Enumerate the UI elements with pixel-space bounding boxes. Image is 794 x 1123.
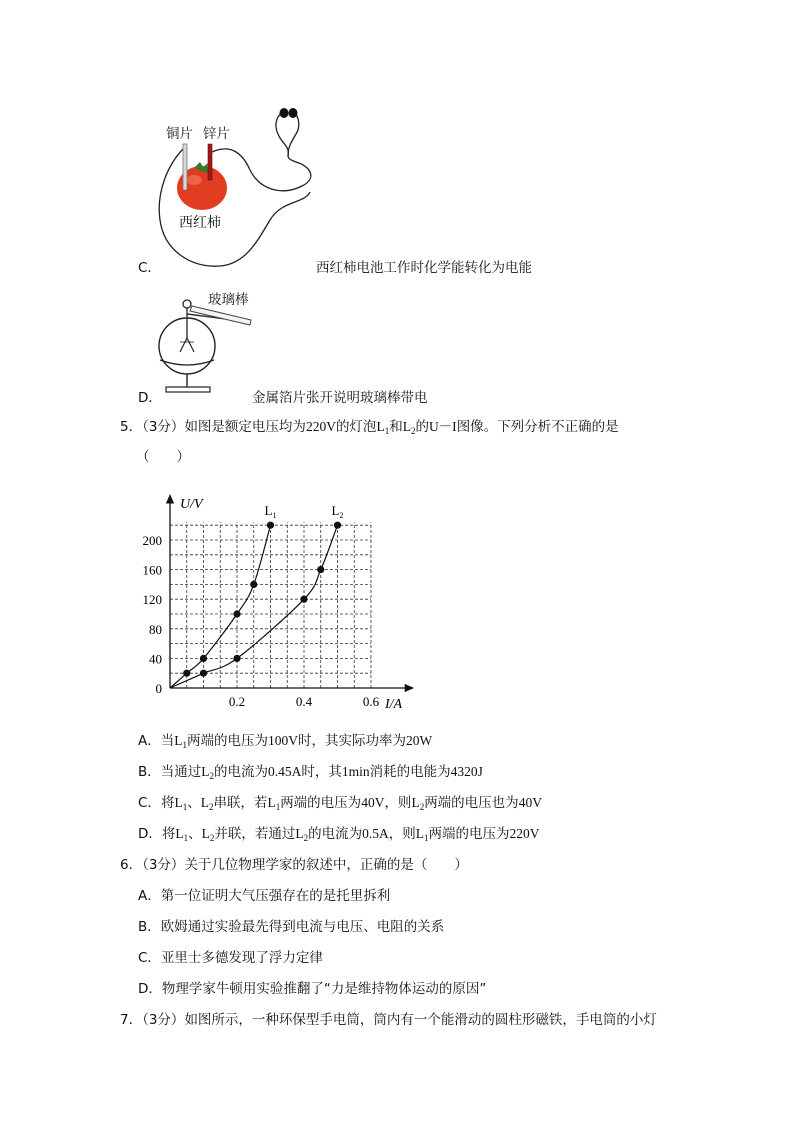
q5-d-v1: 0.5A [362,826,389,841]
q5-l1: L [376,419,385,434]
q5-d-v2: 220V [509,826,540,841]
q5-stem-part1: 如图是额定电压均为 [184,419,306,435]
earbud-right-icon [289,108,298,118]
q5-c-l2: L [200,795,209,810]
q7-stem [120,1008,657,1028]
q5-l2-sub: 2 [410,426,416,436]
q5-and: 和 [389,419,403,435]
q5-c-sub4: 2 [419,802,425,812]
q5-option-a[interactable] [138,729,432,749]
glass-rod-label: 玻璃棒 [208,292,249,308]
q5-c-l1: L [174,795,183,810]
q5-option-b[interactable] [138,760,483,780]
chart-grid [170,522,371,688]
q5-c-v2: 40V [518,795,542,810]
x-tick-label: 0.6 [362,694,380,709]
data-point [267,522,274,529]
q6-option-a[interactable] [138,884,390,904]
q5-option-d[interactable] [138,822,540,842]
electroscope-figure [152,292,262,402]
q6-option-b[interactable] [138,915,444,935]
q5-a-t2: 两端的电压为 [187,733,268,749]
q6-option-c-text: 亚里士多德发现了浮力定律 [160,950,323,966]
data-point [317,566,324,573]
q6-option-d[interactable] [138,977,486,997]
copper-strip [183,144,187,190]
option-d-text: 金属箔片张开说明玻璃棒带电 [252,390,428,406]
q5-d-l1: L [175,826,184,841]
q5-c-t1: 将 [160,795,175,811]
y-axis-label: U/V [180,497,203,513]
q5-stem-part3: 的 [415,419,429,435]
q5-d-sub1: 1 [183,833,189,843]
data-point [334,522,341,529]
q5-d-sub3: 2 [303,833,309,843]
q5-d-t1: 将 [161,826,176,842]
q5-c-t3: 两端的电压为 [280,795,362,811]
q5-c-l3: L [267,795,276,810]
q5-l1-sub: 1 [384,426,390,436]
data-point [200,655,207,662]
q5-b-v3: 4320J [450,764,483,779]
q5-option-c-letter: C． [138,795,161,811]
q5-b-v1: 0.45A [268,764,302,779]
q6-stem [120,853,468,873]
q5-rated-voltage: 220V [305,419,336,434]
q5-d-t3: 的电流为 [308,826,363,842]
q5-d-t5: 两端的电压为 [428,826,510,842]
q5-option-a-letter: A． [138,733,161,749]
tomato-label: 西红柿 [179,215,221,231]
q5-c-sub1: 1 [182,802,188,812]
q5-b-t4: 消耗的电能为 [369,764,451,780]
q5-d-t2: 并联，若通过 [214,826,296,842]
q5-score: （3分） [142,419,185,435]
q6-score: （3分） [142,857,185,873]
data-point [200,670,207,677]
y-tick-label: 120 [142,592,162,608]
q5-a-v2: 20W [406,733,433,748]
data-point [183,670,190,677]
y-tick-label: 160 [142,562,162,578]
q5-l2: L [402,419,411,434]
q5-a-v1: 100V [268,733,298,748]
q5-a-sub: 1 [182,740,187,750]
q5-a-t3: 时，其实际功率为 [298,733,406,749]
q5-a-l: L [174,733,183,748]
q5-stem [120,415,619,435]
q6-option-c[interactable] [138,946,323,966]
y-tick-label: 40 [149,651,162,667]
q5-d-t4: ，则 [388,826,416,842]
option-d-letter: D． [138,390,162,406]
q6-stem-text: 关于几位物理学家的叙述中，正确的是（ ） [184,857,468,873]
q5-stem-part4: 图像。下列分析不正确的是 [456,419,619,435]
zinc-strip [208,144,212,180]
q5-a-t1: 当 [160,733,175,749]
q7-number: 7． [120,1012,143,1028]
q5-d-sub2: 2 [209,833,215,843]
q5-graph-name: U－I [428,419,457,434]
q6-option-b-letter: B． [138,919,161,935]
q6-option-a-text: 第一位证明大气压强存在的是托里拆利 [160,888,391,904]
q6-option-d-text: 物理学家牛顿用实验推翻了“力是维持物体运动的原因” [161,981,487,997]
q5-c-sep: 、 [187,795,201,811]
x-axis-label: I/A [385,697,403,712]
q5-c-v1: 40V [361,795,385,810]
earbud-left-icon [280,108,289,118]
y-tick-label: 200 [142,533,162,548]
q5-b-sub: 2 [209,771,215,781]
q5-answer-bracket: （ ） [136,449,190,465]
q6-option-c-letter: C． [138,950,161,966]
q5-c-t2: 串联，若 [213,795,268,811]
q5-b-t2: 的电流为 [214,764,269,780]
q5-option-d-letter: D． [138,826,162,842]
option-c-text: 西红柿电池工作时化学能转化为电能 [316,260,532,276]
q5-c-t5: 两端的电压也为 [424,795,519,811]
q5-c-l4: L [411,795,420,810]
q5-b-v2: 1min [341,764,370,779]
q6-option-b-text: 欧姆通过实验最先得到电流与电压、电阻的关系 [160,919,445,935]
data-point [233,655,240,662]
q5-option-c[interactable] [138,791,542,811]
option-c-letter: C． [138,260,161,276]
q5-d-l2: L [201,826,210,841]
q5-option-b-letter: B． [138,764,161,780]
q5-d-l4: L [415,826,425,841]
q5-b-t3: 时，其 [301,764,342,780]
q5-b-t1: 当通过 [160,764,202,780]
y-tick-label: 80 [149,621,162,637]
series-label-l2: $L_2$ [331,503,344,521]
q5-d-l3: L [295,826,304,841]
copper-label: 铜片 [166,126,193,142]
x-tick-label: 0.2 [228,694,246,709]
y-tick-label: 0 [155,681,162,696]
ui-chart [130,476,430,726]
data-point [250,581,257,588]
q5-d-sep: 、 [188,826,202,842]
q6-option-d-letter: D． [138,981,162,997]
q5-stem-part2: 的灯泡 [335,419,377,435]
q5-c-t4: ，则 [384,795,412,811]
data-point [233,610,240,617]
q7-score: （3分） [142,1012,185,1028]
q5-b-l: L [201,764,210,779]
q7-stem-text: 如图所示，一种环保型手电筒，筒内有一个能滑动的圆柱形磁铁，手电筒的小灯 [184,1012,657,1028]
series-label-l1: $L_1$ [264,503,277,521]
q6-number: 6． [120,857,143,873]
q5-number: 5． [120,419,143,435]
q5-c-sub2: 2 [208,802,214,812]
data-point [300,596,307,603]
q6-option-a-letter: A． [138,888,161,904]
zinc-label: 锌片 [203,126,230,142]
x-tick-label: 0.4 [295,694,313,709]
q5-d-sub4: 1 [424,833,429,843]
q5-c-sub3: 1 [275,802,281,812]
